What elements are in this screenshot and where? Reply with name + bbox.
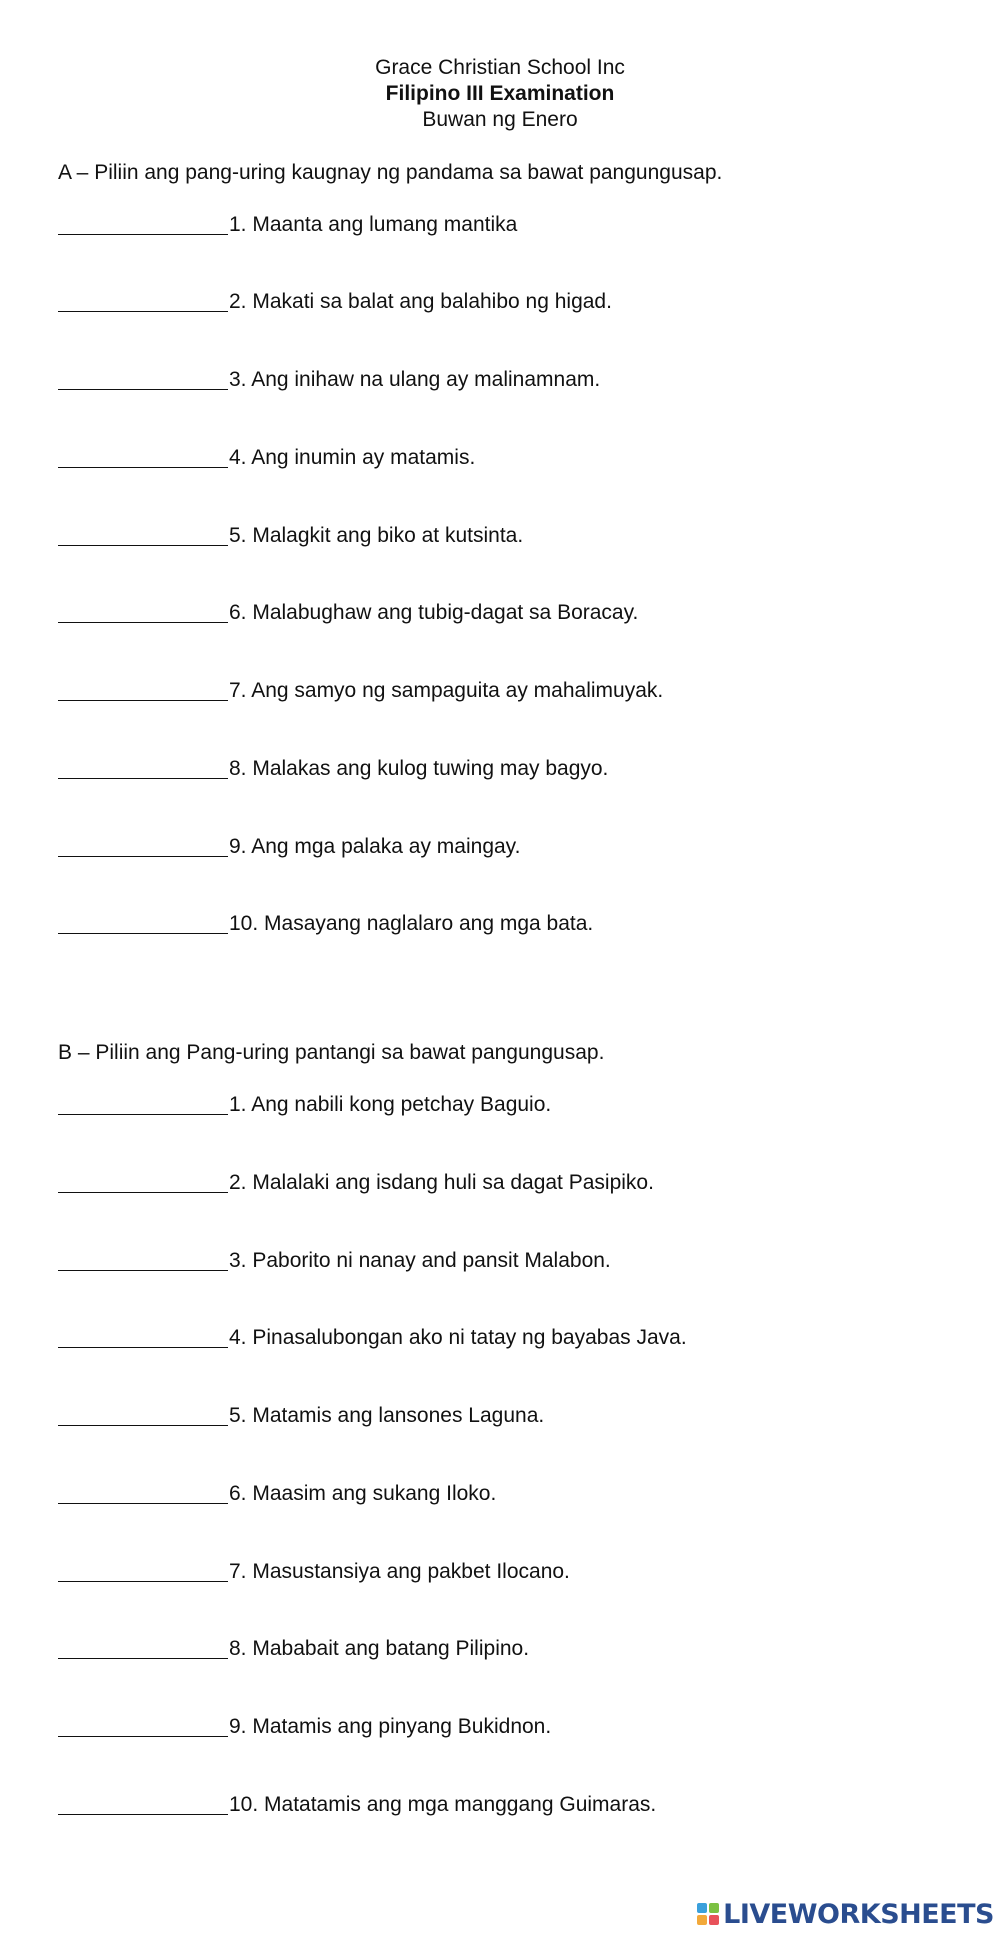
section-b-item-4 xyxy=(58,1321,687,1351)
answer-blank[interactable] xyxy=(58,525,228,546)
answer-blank[interactable] xyxy=(58,214,228,235)
section-a-item-6 xyxy=(58,596,638,626)
liveworksheets-logo-icon xyxy=(697,1903,719,1925)
question-text: 7. Masustansiya ang pakbet Ilocano. xyxy=(229,1560,570,1583)
question-text: 3. Paborito ni nanay and pansit Malabon. xyxy=(229,1249,611,1272)
answer-blank[interactable] xyxy=(58,1250,228,1271)
section-b-item-3 xyxy=(58,1244,611,1274)
section-a-item-3 xyxy=(58,363,600,393)
answer-blank[interactable] xyxy=(58,602,228,623)
section-a-item-7 xyxy=(58,674,663,704)
section-a-item-5 xyxy=(58,519,523,549)
question-text: 9. Ang mga palaka ay maingay. xyxy=(229,835,521,858)
question-text: 10. Masayang naglalaro ang mga bata. xyxy=(229,912,594,935)
logo-text: LIVEWORKSHEETS xyxy=(723,1898,994,1930)
answer-blank[interactable] xyxy=(58,758,228,779)
section-b-item-6 xyxy=(58,1477,496,1507)
question-text: 10. Matatamis ang mga manggang Guimaras. xyxy=(229,1793,657,1816)
logo-square-3 xyxy=(697,1915,707,1925)
answer-blank[interactable] xyxy=(58,680,228,701)
question-text: 5. Matamis ang lansones Laguna. xyxy=(229,1404,545,1427)
section-b-item-2 xyxy=(58,1166,654,1196)
section-a-instruction: A – Piliin ang pang-uring kaugnay ng pandama sa bawat pangungusap. xyxy=(58,161,723,184)
answer-blank[interactable] xyxy=(58,447,228,468)
answer-blank[interactable] xyxy=(58,1561,228,1582)
answer-blank[interactable] xyxy=(58,291,228,312)
logo-square-4 xyxy=(709,1915,719,1925)
answer-blank[interactable] xyxy=(58,1638,228,1659)
section-b-instruction: B – Piliin ang Pang-uring pantangi sa bawat pangungusap. xyxy=(58,1041,605,1064)
section-b-item-5 xyxy=(58,1399,544,1429)
answer-blank[interactable] xyxy=(58,1327,228,1348)
liveworksheets-logo[interactable] xyxy=(697,1898,994,1930)
question-text: 6. Malabughaw ang tubig-dagat sa Boracay. xyxy=(229,601,639,624)
answer-blank[interactable] xyxy=(58,1716,228,1737)
question-text: 1. Ang nabili kong petchay Baguio. xyxy=(229,1093,552,1116)
exam-month: Buwan ng Enero xyxy=(422,108,578,131)
section-a-item-10 xyxy=(58,907,593,937)
worksheet-header xyxy=(0,55,1000,133)
section-b-item-7 xyxy=(58,1555,570,1585)
question-text: 9. Matamis ang pinyang Bukidnon. xyxy=(229,1715,552,1738)
answer-blank[interactable] xyxy=(58,913,228,934)
answer-blank[interactable] xyxy=(58,1172,228,1193)
question-text: 1. Maanta ang lumang mantika xyxy=(229,213,518,236)
question-text: 8. Malakas ang kulog tuwing may bagyo. xyxy=(229,757,609,780)
question-text: 3. Ang inihaw na ulang ay malinamnam. xyxy=(229,368,601,391)
question-text: 2. Makati sa balat ang balahibo ng higad. xyxy=(229,290,612,313)
question-text: 7. Ang samyo ng sampaguita ay mahalimuyak. xyxy=(229,679,664,702)
question-text: 4. Pinasalubongan ako ni tatay ng bayabas Java. xyxy=(229,1326,687,1349)
section-b-item-9 xyxy=(58,1710,551,1740)
section-b-item-10 xyxy=(58,1788,656,1818)
answer-blank[interactable] xyxy=(58,1405,228,1426)
section-a-item-1 xyxy=(58,208,517,238)
section-a-item-4 xyxy=(58,441,475,471)
question-text: 6. Maasim ang sukang Iloko. xyxy=(229,1482,497,1505)
section-b-item-8 xyxy=(58,1632,529,1662)
answer-blank[interactable] xyxy=(58,1794,228,1815)
section-a-item-8 xyxy=(58,752,608,782)
exam-title: Filipino III Examination xyxy=(385,82,615,105)
school-name: Grace Christian School Inc xyxy=(375,56,625,79)
answer-blank[interactable] xyxy=(58,1483,228,1504)
question-text: 8. Mababait ang batang Pilipino. xyxy=(229,1637,530,1660)
section-a-item-9 xyxy=(58,830,520,860)
question-text: 5. Malagkit ang biko at kutsinta. xyxy=(229,524,524,547)
answer-blank[interactable] xyxy=(58,369,228,390)
logo-square-1 xyxy=(697,1903,707,1913)
logo-square-2 xyxy=(709,1903,719,1913)
question-text: 2. Malalaki ang isdang huli sa dagat Pasipiko. xyxy=(229,1171,654,1194)
answer-blank[interactable] xyxy=(58,836,228,857)
section-b-item-1 xyxy=(58,1088,551,1118)
section-a-item-2 xyxy=(58,285,612,315)
question-text: 4. Ang inumin ay matamis. xyxy=(229,446,476,469)
answer-blank[interactable] xyxy=(58,1094,228,1115)
